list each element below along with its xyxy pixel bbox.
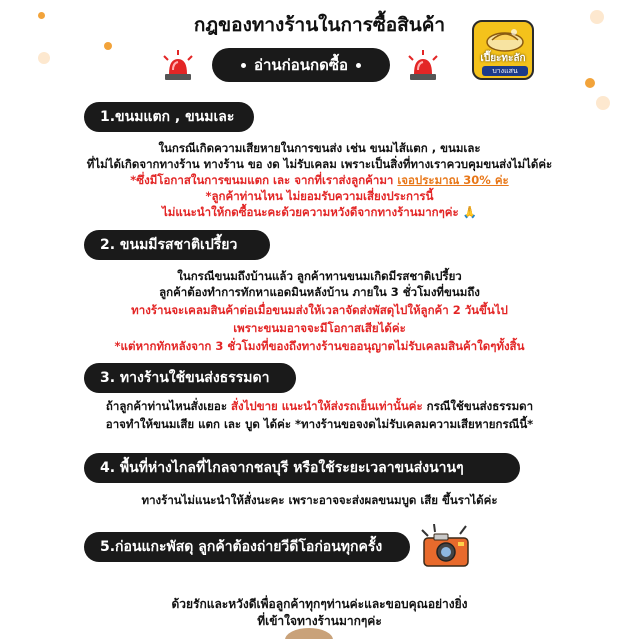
section-3-highlight: สั่งไปขาย แนะนำให้ส่งรถเย็นเท่านั้นค่ะ: [231, 399, 423, 413]
logo-text: เปี๊ยะทะลัก: [480, 53, 526, 64]
subtitle-text: อ่านก่อนกดซื้อ: [253, 56, 349, 74]
siren-icon: [405, 50, 441, 82]
section-3-line-part: กรณีใช้ขนส่งธรรมดา: [422, 399, 534, 413]
section-3-line-part: ถ้าลูกค้าท่านไหนสั่งเยอะ: [105, 399, 232, 413]
decor-dot: [38, 52, 50, 64]
decor-dot: [104, 42, 112, 50]
page-title: กฎของทางร้านในการซื้อสินค้า: [193, 14, 446, 36]
bullet-dot: [356, 63, 361, 68]
section-heading-3: 3. ทางร้านใช้ขนส่งธรรมดา: [84, 363, 296, 393]
section-1-line-part: *ซึ่งมีโอกาสในการขนมแตก เละ จากที่เราส่งลูกค้ามา: [130, 173, 398, 187]
bottom-illustration: [285, 628, 333, 639]
camera-icon: [420, 524, 472, 568]
section-2-line: *แต่หากทักหลังจาก 3 ชั่วโมงที่ของถึงทางร้านขออนุญาตไม่รับเคลมสินค้าใดๆทั้งสิ้น: [114, 339, 525, 353]
logo: [472, 20, 534, 80]
section-1-line: ที่ไม่ได้เกิดจากทางร้าน ทางร้าน ขอ งด ไม่รับเคลม เพราะเป็นสิ่งที่ทางเราควบคุมขนส่งไม่ได้ค่ะ: [86, 157, 553, 171]
section-1-line: *ลูกค้าท่านไหน ไม่ยอมรับความเสี่ยงประการนี้: [205, 189, 434, 203]
section-heading-4: 4. พื้นที่ห่างไกลที่ไกลจากชลบุรี หรือใช้ระยะเวลาขนส่งนานๆ: [84, 453, 520, 483]
section-3-line: [0, 398, 639, 414]
section-1-line: ไม่แนะนำให้กดซื้อนะคะด้วยความหวังดีจากทางร้านมากๆค่ะ 🙏: [161, 205, 478, 219]
logo-pastry-icon: [484, 26, 526, 52]
logo-subtext: บางแสน: [482, 66, 528, 76]
bullet-dot: [241, 63, 246, 68]
section-heading-2: 2. ขนมมีรสชาติเปรี้ยว: [84, 230, 270, 260]
siren-icon: [160, 50, 196, 82]
section-4-line: ทางร้านไม่แนะนำให้สั่งนะคะ เพราะอาจจะส่งผลขนมบูด เสีย ขึ้นราได้ค่ะ: [141, 493, 498, 507]
section-1-line: ในกรณีเกิดความเสียหายในการขนส่ง เช่น ขนมไส้แตก , ขนมเละ: [158, 141, 481, 155]
section-heading-1: 1.ขนมแตก , ขนมเละ: [84, 102, 254, 132]
section-heading-5: 5.ก่อนแกะพัสดุ ลูกค้าต้องถ่ายวีดีโอก่อนทุกครั้ง: [84, 532, 410, 562]
footer-line: ด้วยรักและหวังดีเพื่อลูกค้าทุกๆท่านค่ะและขอบคุณอย่างยิ่ง: [171, 597, 468, 611]
section-2-line: เพราะขนมอาจจะมีโอกาสเสียได้ค่ะ: [233, 321, 406, 335]
section-1-line: [0, 172, 639, 188]
decor-dot: [596, 96, 610, 110]
section-2-line: ลูกค้าต้องทำการทักหาแอดมินหลังบ้าน ภายใน 3 ชั่วโมงที่ขนมถึง: [159, 285, 480, 299]
decor-dot: [585, 78, 595, 88]
section-1-highlight: เจอประมาณ 30% ค่ะ: [397, 173, 509, 187]
section-2-line: ในกรณีขนมถึงบ้านแล้ว ลูกค้าทานขนมเกิดมีรสชาติเปรี้ยว: [177, 269, 462, 283]
subtitle-badge: [212, 48, 390, 82]
section-2-line: ทางร้านจะเคลมสินค้าต่อเมื่อขนมส่งให้เวลาจัดส่งพัสดุไปให้ลูกค้า 2 วันขึ้นไป: [131, 303, 508, 317]
section-3-line: อาจทำให้ขนมเสีย แตก เละ บูด ได้ค่ะ *ทางร้านขอจงดไม่รับเคลมความเสียหายกรณีนี้*: [105, 417, 534, 431]
footer-line: ที่เข้าใจทางร้านมากๆค่ะ: [257, 614, 382, 628]
